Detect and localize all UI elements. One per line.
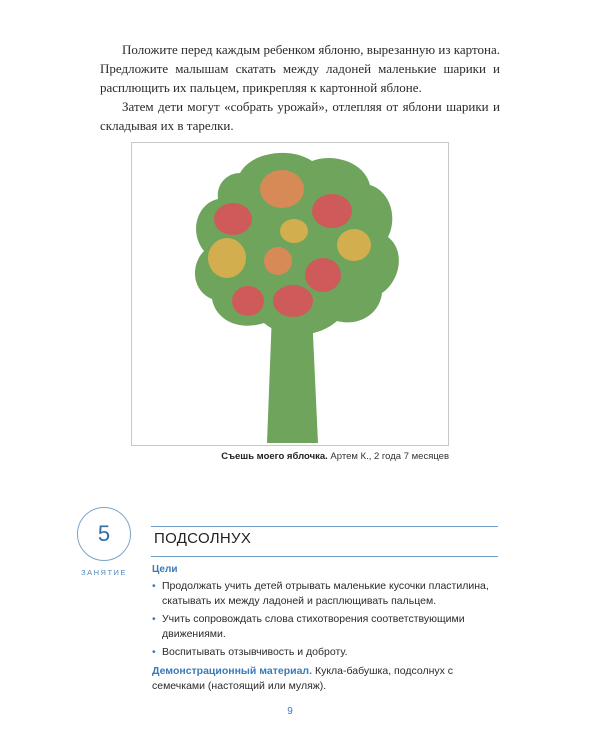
lesson-label: ЗАНЯТИЕ — [81, 568, 127, 577]
caption-author: Артем К., 2 года 7 месяцев — [327, 451, 449, 462]
goals-list — [152, 579, 497, 663]
red-apple — [214, 203, 252, 235]
demo-label: Демонстрационный материал. — [152, 665, 313, 677]
title-divider-bottom — [151, 556, 498, 557]
goal-item — [152, 579, 497, 609]
bullet-icon: • — [152, 613, 156, 625]
bullet-icon: • — [152, 580, 156, 592]
goal-text: Учить сопровождать слова стихотворения соответствующими движениями. — [162, 613, 465, 640]
goals-heading: Цели — [152, 564, 178, 575]
demo-text: Кукла-бабушка, подсолнух с семечками (настоящий или муляж). — [152, 665, 454, 692]
lesson-number: 5 — [97, 521, 111, 546]
orange-apple — [260, 170, 304, 208]
red-apple — [305, 258, 341, 292]
lesson-number-badge — [77, 507, 131, 561]
goal-text: Воспитывать отзывчивость и доброту. — [162, 646, 348, 658]
caption-title: Съешь моего яблочка. — [221, 451, 328, 462]
title-divider-top — [151, 526, 498, 527]
intro-paragraph: Затем дети могут «собрать урожай», отлепляя от яблони шарики и складывая их в тарелки. — [100, 99, 500, 133]
red-apple — [273, 285, 313, 317]
yellow-apple — [208, 238, 246, 278]
goal-item — [152, 645, 497, 660]
red-apple — [232, 286, 264, 316]
yellow-apple — [337, 229, 371, 261]
lesson-title: ПОДСОЛНУХ — [154, 530, 252, 547]
yellow-apple — [280, 219, 308, 243]
goal-item — [152, 612, 497, 642]
apple-tree-icon — [132, 143, 448, 445]
orange-apple — [264, 247, 292, 275]
page-number: 9 — [287, 706, 293, 717]
figure-caption — [131, 451, 449, 462]
bullet-icon: • — [152, 646, 156, 658]
goal-text: Продолжать учить детей отрывать маленькие кусочки пластилина, скатывать их между ладоней и расплющивать пальцем. — [162, 580, 489, 607]
red-apple — [312, 194, 352, 228]
intro-paragraph: Положите перед каждым ребенком яблоню, вырезанную из картона. Предложите малышам скатать между ладоней маленькие шарики и расплющить их пальцем, прикрепляя к картонной яблоне. — [100, 42, 500, 95]
intro-text — [100, 40, 500, 135]
demo-material — [152, 664, 497, 694]
apple-tree-illustration — [131, 142, 449, 446]
